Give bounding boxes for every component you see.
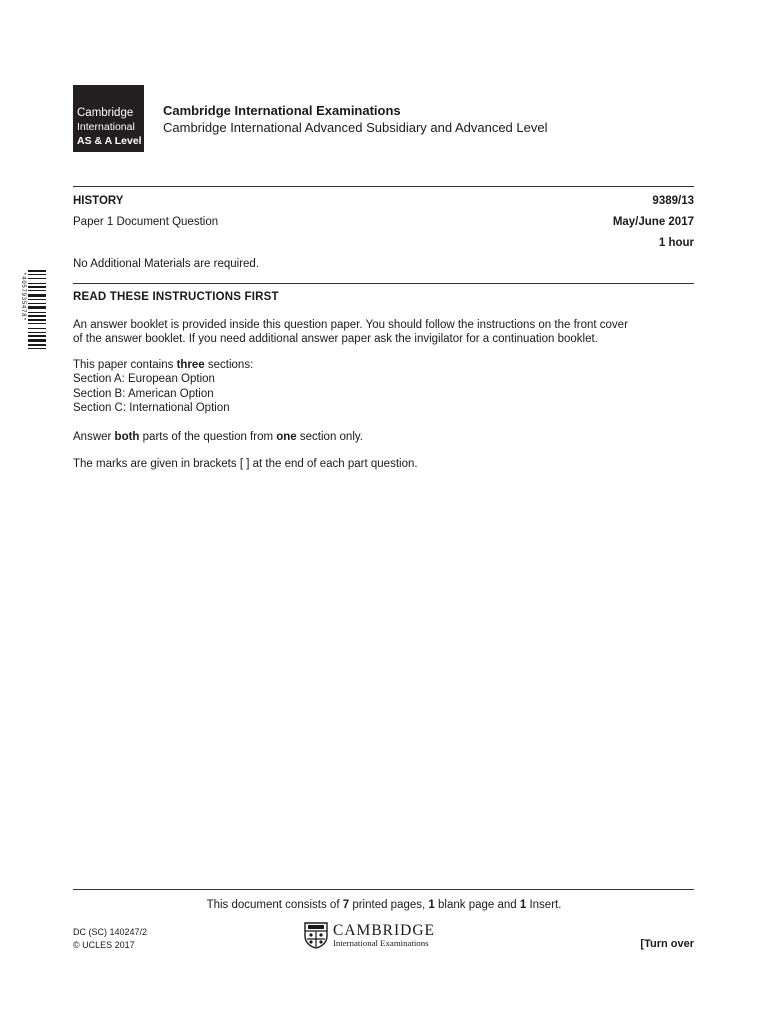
- cambridge-footer-logo: [304, 922, 435, 949]
- p2-line: [73, 358, 698, 372]
- logo-line-1: Cambridge: [77, 107, 134, 119]
- cambridge-as-a-level-logo: [73, 85, 144, 152]
- p3-e: section only.: [296, 431, 363, 443]
- barcode-bar: [28, 339, 46, 342]
- cambridge-crest-icon: [304, 922, 328, 949]
- n-e: blank page and: [434, 899, 520, 911]
- n-d: 1: [428, 899, 435, 911]
- org-title: Cambridge International Examinations: [163, 103, 401, 118]
- exam-duration: 1 hour: [658, 237, 694, 249]
- cambridge-wordmark: CAMBRIDGE: [333, 921, 436, 939]
- n-f: 1: [519, 899, 527, 911]
- barcode-digits: *4057935478*: [20, 272, 27, 322]
- turn-over: [Turn over: [640, 938, 694, 950]
- barcode-bar: [28, 315, 46, 317]
- n-b: 7: [342, 899, 350, 911]
- barcode-bar: [28, 290, 46, 291]
- logo-line-3: AS & A Level: [77, 135, 142, 147]
- cambridge-wordmark-sub: International Examinations: [333, 937, 429, 948]
- top-rule: [73, 186, 694, 187]
- dc-code: DC (SC) 140247/2: [73, 927, 148, 937]
- barcode-bar: [28, 283, 46, 284]
- instructions-paragraph-1: [73, 318, 698, 347]
- org-subtitle: Cambridge International Advanced Subsidiary and Advanced Level: [163, 120, 548, 135]
- p1-line-2: of the answer booklet. If you need additional answer paper ask the invigilator for a continuation booklet.: [73, 333, 598, 346]
- p3-d: one: [276, 431, 297, 443]
- footer-rule: [73, 889, 694, 890]
- paper-title: Paper 1 Document Question: [73, 216, 219, 228]
- barcode-bar: [28, 278, 46, 279]
- instructions-heading: READ THESE INSTRUCTIONS FIRST: [73, 291, 279, 303]
- barcode: [28, 270, 46, 415]
- barcode-bar: [28, 306, 46, 309]
- n-g: Insert.: [526, 899, 562, 911]
- p3-c: parts of the question from: [139, 431, 277, 443]
- instructions-rule: [73, 283, 694, 284]
- instructions-paragraph-3: [73, 430, 698, 444]
- barcode-bar: [28, 348, 46, 349]
- barcode-bar: [28, 332, 46, 333]
- exam-session: May/June 2017: [612, 216, 694, 228]
- barcode-bar: [28, 312, 46, 313]
- barcode-bar: [28, 286, 46, 288]
- n-c: printed pages,: [349, 899, 429, 911]
- p1-line-1: An answer booklet is provided inside this question paper. You should follow the instructions on the front cover: [73, 319, 628, 331]
- n-a: This document consists of: [206, 899, 343, 911]
- barcode-bar: [28, 299, 46, 300]
- barcode-bar: [28, 328, 46, 329]
- barcode-bar: [28, 323, 46, 324]
- section-c: Section C: International Option: [73, 401, 230, 414]
- barcode-bar: [28, 303, 46, 304]
- instructions-paragraph-2: [73, 358, 698, 415]
- subject: HISTORY: [73, 195, 124, 207]
- document-code: [73, 926, 147, 951]
- barcode-bar: [28, 344, 46, 346]
- barcode-bar: [28, 274, 46, 275]
- section-a: Section A: European Option: [73, 373, 215, 386]
- logo-line-2: International: [77, 121, 135, 133]
- materials-note: No Additional Materials are required.: [73, 258, 260, 270]
- p3-b: both: [114, 431, 140, 443]
- section-b: Section B: American Option: [73, 387, 214, 400]
- p2-bold: three: [176, 359, 205, 371]
- barcode-bar: [28, 335, 46, 337]
- barcode-bar: [28, 294, 46, 297]
- p3-a: Answer: [73, 431, 115, 443]
- instructions-paragraph-4: The marks are given in brackets [ ] at the end of each part question.: [73, 458, 418, 470]
- p2-pre: This paper contains: [73, 359, 177, 371]
- syllabus-code: 9389/13: [652, 195, 694, 207]
- barcode-bar: [28, 270, 46, 272]
- page-count-note: [0, 899, 768, 911]
- copyright: © UCLES 2017: [73, 939, 135, 950]
- barcode-bar: [28, 319, 46, 321]
- barcode-icon: [28, 270, 46, 410]
- p2-post: sections:: [204, 359, 254, 371]
